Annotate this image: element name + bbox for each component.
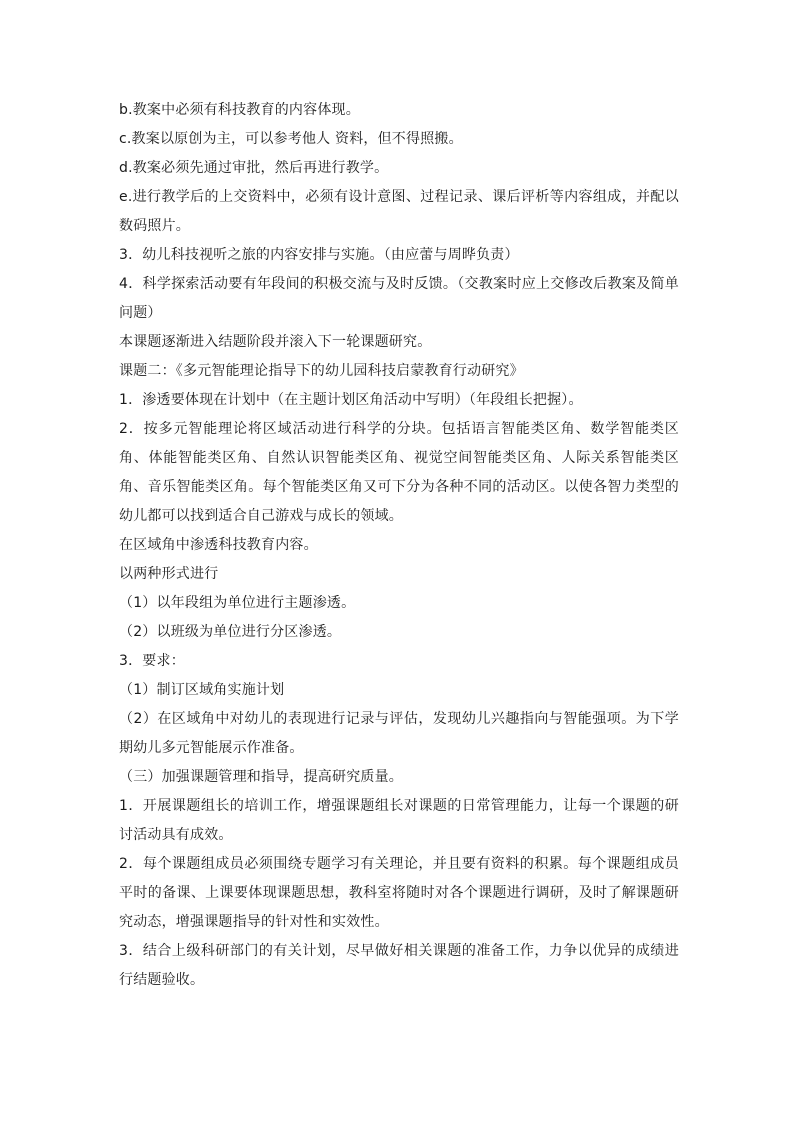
paragraph: d.教案必须先通过审批，然后再进行教学。: [119, 160, 389, 176]
paragraph: 以两种形式进行: [119, 566, 219, 582]
paragraph: 3．要求：: [119, 653, 185, 669]
paragraph: （1）以年段组为单位进行主题渗透。: [119, 595, 356, 611]
section-heading: 课题二：《多元智能理论指导下的幼儿园科技启蒙教育行动研究》: [119, 363, 524, 379]
paragraph: 1．开展课题组长的培训工作，增强课题组长对课题的日常管理能力，让每一个课题的研讨活动具有成效。: [119, 798, 679, 843]
paragraph: 2．按多元智能理论将区域活动进行科学的分块。包括语言智能类区角、数学智能类区角、体能智能类区角、自然认识智能类区角、视觉空间智能类区角、人际关系智能类区角、音乐智能类区角。每个智能类区角又可下分为各种不同的活动区。以使各智力类型的幼儿都可以找到适合自己游戏与成长的领域。: [119, 421, 679, 524]
paragraph: （1）制订区域角实施计划: [119, 682, 285, 698]
paragraph: e.进行教学后的上交资料中，必须有设计意图、过程记录、课后评析等内容组成，并配以数码照片。: [119, 189, 679, 234]
paragraph: b.教案中必须有科技教育的内容体现。: [119, 102, 360, 118]
paragraph: 1．渗透要体现在计划中（在主题计划区角活动中写明）（年段组长把握）。: [119, 392, 583, 408]
paragraph: 2．每个课题组成员必须围绕专题学习有关理论，并且要有资料的积累。每个课题组成员平时的备课、上课要体现课题思想，教科室将随时对各个课题进行调研，及时了解课题研究动态，增强课题指导的针对性和实效性。: [119, 856, 679, 930]
paragraph: （2）在区域角中对幼儿的表现进行记录与评估，发现幼儿兴趣指向与智能强项。为下学期幼儿多元智能展示作准备。: [119, 711, 679, 756]
paragraph: （2）以班级为单位进行分区渗透。: [119, 624, 342, 640]
document-body: [119, 96, 679, 995]
paragraph: 3．结合上级科研部门的有关计划，尽早做好相关课题的准备工作，力争以优异的成绩进行结题验收。: [119, 943, 679, 988]
paragraph: 4．科学探索活动要有年段间的积极交流与及时反馈。（交教案时应上交修改后教案及简单问题）: [119, 276, 679, 321]
section-heading: （三）加强课题管理和指导，提高研究质量。: [119, 769, 403, 785]
paragraph: 本课题逐渐进入结题阶段并滚入下一轮课题研究。: [119, 334, 432, 350]
paragraph: c.教案以原创为主，可以参考他人 资料，但不得照搬。: [119, 131, 463, 147]
paragraph: 在区域角中渗透科技教育内容。: [119, 537, 318, 553]
paragraph: 3．幼儿科技视听之旅的内容安排与实施。（由应蕾与周晔负责）: [119, 247, 519, 263]
